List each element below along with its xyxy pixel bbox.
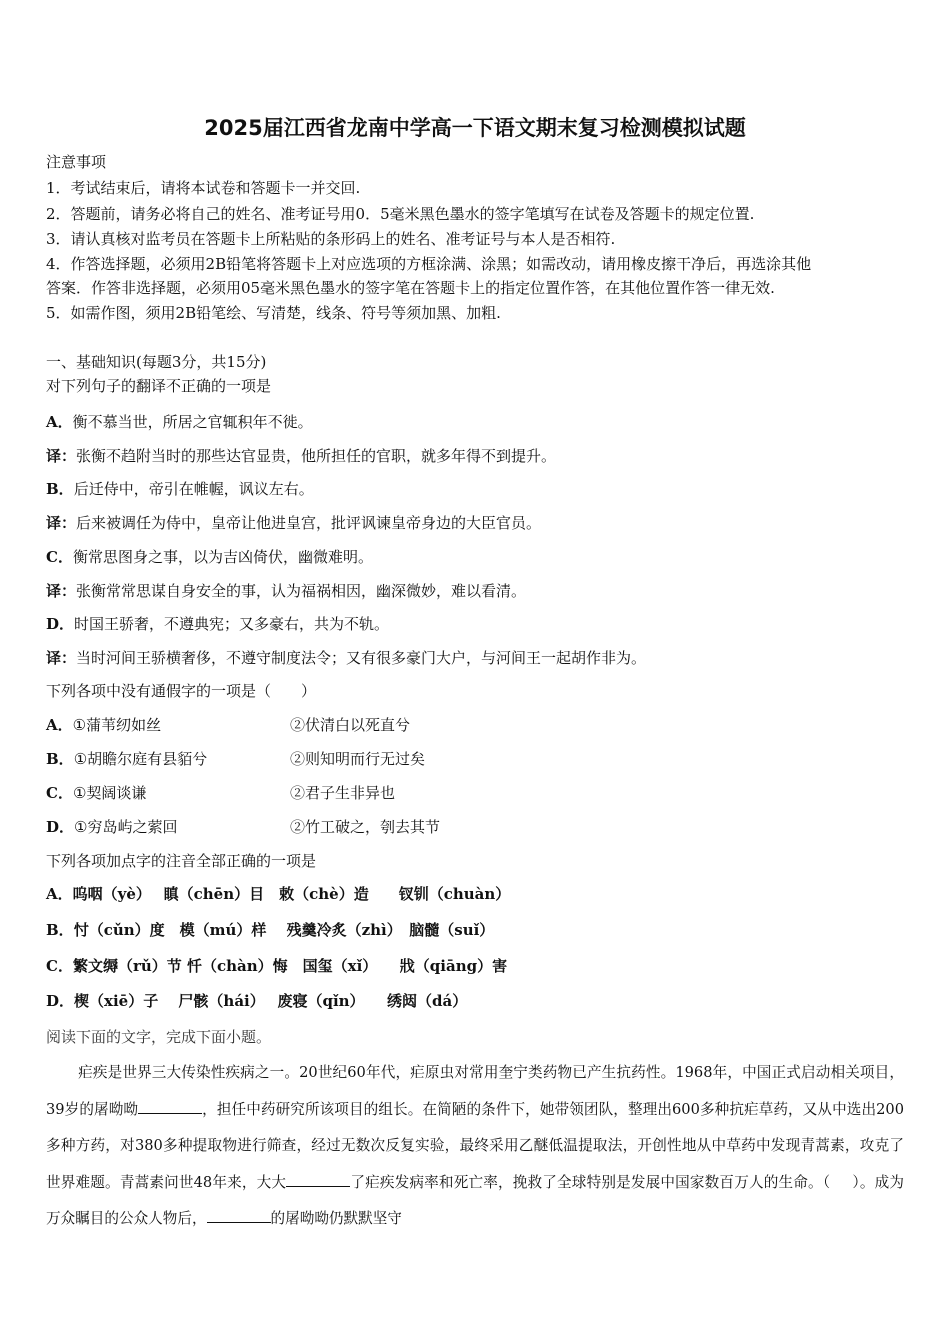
q1-text: 后迁侍中，帝引在帷幄，讽议左右。 (73, 480, 314, 498)
option-first: ①穷岛屿之萦回 (74, 818, 178, 836)
q3-option (46, 956, 507, 976)
q1-line (46, 479, 314, 499)
q1-label: 译： (46, 582, 77, 600)
q1-label: C． (46, 548, 73, 566)
fill-blank[interactable] (286, 1172, 350, 1187)
q3-option (46, 991, 467, 1011)
option-text: 繁文缛（rǔ）节 忏（chàn）悔 国玺（xǐ） 戕（qiāng）害 (72, 957, 508, 975)
q1-label: A． (46, 413, 73, 431)
passage-text: ，担任中药研究所该项目的组长。在简陋的条件下，她带领团队，整理出600多种抗疟草药，又从中选出200多种方药，对380多种提取物进行筛查，经过无数次反复实验，最终采用乙醚低温提取法，开创性地从中草药中发现青蒿素，攻克了世界难题。青蒿素问世48年来，大大 (46, 1100, 904, 1191)
option-label: A． (46, 716, 73, 734)
q1-label: D． (46, 615, 75, 633)
option-label: B． (46, 921, 74, 939)
q3-option (46, 884, 510, 904)
notice-item: 4．作答选择题，必须用2B铅笔将答题卡上对应选项的方框涂满、涂黑；如需改动，请用橡皮擦干净后，再选涂其他 (46, 255, 812, 273)
q1-line (46, 446, 556, 466)
option-second: ②则知明而行无过矣 (290, 750, 426, 768)
q1-line (46, 648, 646, 668)
option-second: ②竹工破之，刳去其节 (290, 818, 441, 836)
passage-text: 疟疾是世界三大传染性疾病之一。20世纪60年代，疟原虫对常用奎宁类药物已产生抗药性。1968年，中国正式启动相关项目，39岁的屠呦呦 (46, 1064, 904, 1118)
option-text: 楔（xiē）子 尸骸（hái） 废寝（qǐn） 绣闼（dá） (74, 992, 468, 1010)
option-first: ①契阔谈谦 (72, 784, 147, 802)
q1-line (46, 547, 373, 567)
option-label: C． (46, 784, 73, 802)
q1-text: 时国王骄奢，不遵典宪；又多豪右，共为不轨。 (74, 615, 390, 633)
q1-label: B． (46, 480, 74, 498)
q1-text: 衡不慕当世，所居之官辄积年不徙。 (72, 413, 313, 431)
q1-text: 张衡常常思谋自身安全的事，认为福祸相因，幽深微妙，难以看清。 (76, 582, 527, 600)
q3-option (46, 920, 494, 940)
fill-blank[interactable] (207, 1208, 271, 1223)
question-stem: 下列各项中没有通假字的一项是（ ） (46, 682, 317, 700)
q1-text: 张衡不趋附当时的那些达官显贵，他所担任的官职，就多年得不到提升。 (76, 447, 557, 465)
question-stem: 对下列句子的翻译不正确的一项是 (46, 377, 272, 395)
option-second: ②伏清白以死直兮 (290, 716, 411, 734)
q2-option (46, 749, 207, 769)
option-label: D． (46, 818, 75, 836)
q1-text: 衡常思图身之事，以为吉凶倚伏，幽微难明。 (72, 548, 373, 566)
option-label: A． (46, 885, 73, 903)
q1-label: 译： (46, 514, 77, 532)
section-heading: 一、基础知识(每题3分，共15分) (46, 353, 267, 371)
q1-text: 后来被调任为侍中，皇帝让他进皇宫，批评讽谏皇帝身边的大臣官员。 (76, 514, 542, 532)
option-label: D． (46, 992, 75, 1010)
q1-line (46, 412, 313, 432)
reading-passage (46, 1055, 904, 1238)
q1-line (46, 513, 541, 533)
option-label: C． (46, 957, 73, 975)
option-text: 忖（cǔn）度 模（mú）样 残羹冷炙（zhì） 脑髓（suǐ） (73, 921, 495, 939)
reading-instruction: 阅读下面的文字，完成下面小题。 (46, 1028, 272, 1046)
notice-item: 5．如需作图，须用2B铅笔绘、写清楚，线条、符号等须加黑、加粗. (46, 304, 501, 322)
page-title: 2025届江西省龙南中学高一下语文期末复习检测模拟试题 (204, 116, 746, 140)
q2-option (46, 817, 177, 837)
option-second: ②君子生非异也 (290, 784, 396, 802)
q1-line (46, 581, 526, 601)
fill-blank[interactable] (138, 1099, 202, 1114)
notice-item: 2．答题前，请务必将自己的姓名、准考证号用0．5毫米黑色墨水的签字笔填写在试卷及答题卡的规定位置. (46, 205, 755, 223)
notice-item: 3．请认真核对监考员在答题卡上所粘贴的条形码上的姓名、准考证号与本人是否相符. (46, 230, 616, 248)
passage-text: ）。成为万众瞩目的公众人物后， (46, 1173, 905, 1227)
passage-text: 了疟疾发病率和死亡率，挽救了全球特别是发展中国家数百万人的生命。（ (350, 1173, 831, 1191)
q1-label: 译： (46, 447, 77, 465)
q2-option (46, 783, 146, 803)
q1-line (46, 614, 389, 634)
notice-item: 1．考试结束后，请将本试卷和答题卡一并交回. (46, 179, 361, 197)
option-first: ①胡瞻尔庭有县貊兮 (73, 750, 208, 768)
notice-heading: 注意事项 (46, 153, 107, 171)
passage-text: 的屠呦呦仍默默坚守 (270, 1210, 402, 1227)
q1-text: 当时河间王骄横奢侈，不遵守制度法令；又有很多豪门大户，与河间王一起胡作非为。 (76, 649, 647, 667)
q1-label: 译： (46, 649, 77, 667)
option-text: 呜咽（yè） 瞋（chēn）目 敕（chè）造 钗钏（chuàn） (72, 885, 511, 903)
option-label: B． (46, 750, 74, 768)
notice-item: 答案．作答非选择题，必须用05毫米黑色墨水的签字笔在答题卡上的指定位置作答，在其他位置作答一律无效. (46, 279, 775, 297)
question-stem: 下列各项加点字的注音全部正确的一项是 (46, 852, 317, 870)
option-first: ①蒲苇纫如丝 (72, 716, 162, 734)
q2-option (46, 715, 161, 735)
